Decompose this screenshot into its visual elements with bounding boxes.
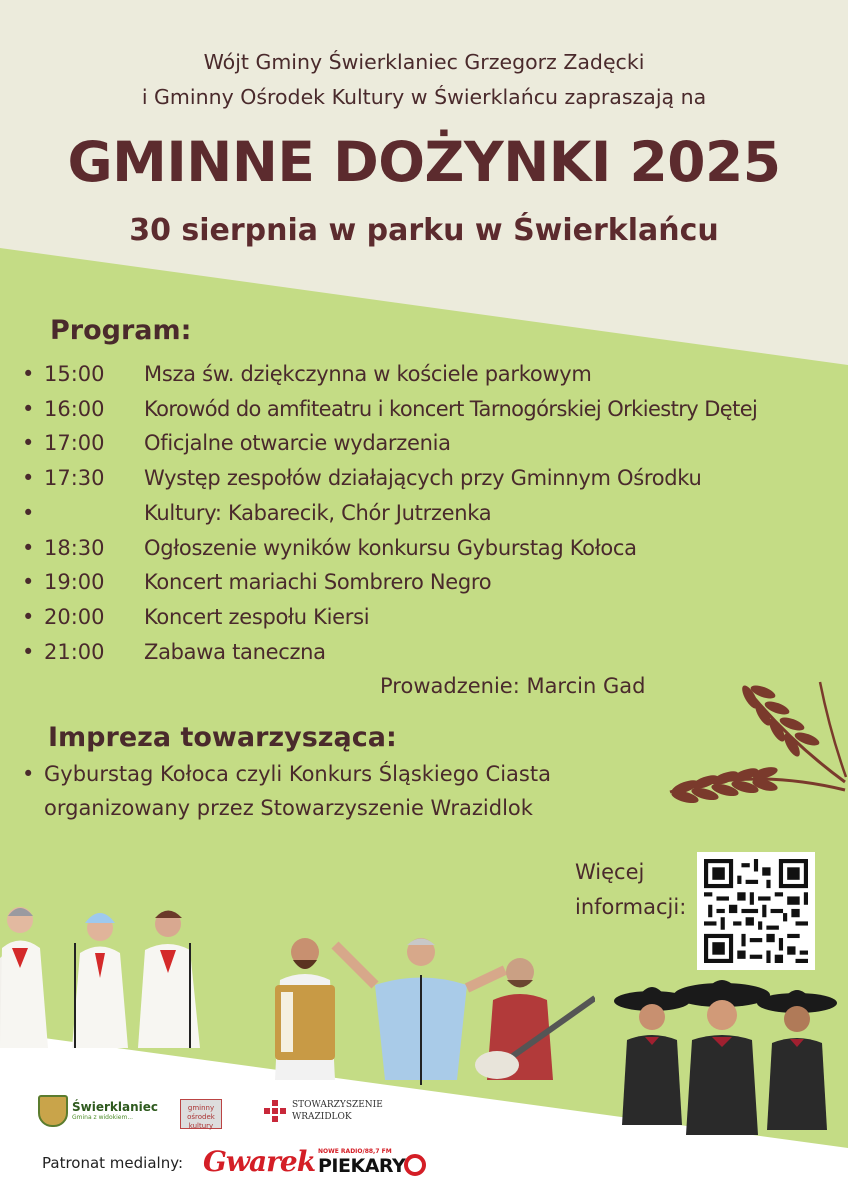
swierklaniec-logo[interactable] <box>38 1095 158 1127</box>
program-time: 19:00 <box>44 570 105 594</box>
program-row <box>22 501 842 533</box>
program-time: 21:00 <box>44 640 105 664</box>
radio-name: PIEKARY <box>318 1155 406 1177</box>
program-time: 17:00 <box>44 431 105 455</box>
more-info-line-2: informacji: <box>575 895 687 919</box>
program-time: 17:30 <box>44 466 105 490</box>
wrazidlok-line-1: STOWARZYSZENIE <box>292 1100 383 1110</box>
radio-frequency: NOWE RADIO/88,7 FM <box>318 1148 392 1155</box>
wrazidlok-line-2: WRAZIDLOK <box>292 1112 352 1122</box>
program-desc: Ogłoszenie wyników konkursu Gyburstag Kołoca <box>144 536 637 560</box>
more-info-label <box>575 855 686 925</box>
bullet: • <box>22 362 35 386</box>
bullet: • <box>22 605 35 629</box>
bullet: • <box>22 431 35 455</box>
bullet: • <box>22 762 35 786</box>
band-photo <box>235 930 595 1090</box>
host-line: Prowadzenie: Marcin Gad <box>380 674 646 698</box>
program-desc: Oficjalne otwarcie wydarzenia <box>144 431 451 455</box>
program-time: 15:00 <box>44 362 105 386</box>
bullet: • <box>22 640 35 664</box>
program-row <box>22 605 842 637</box>
swierklaniec-name: Świerklaniec <box>72 1099 158 1114</box>
wrazidlok-logo[interactable] <box>264 1099 383 1123</box>
side-event-heading: Impreza towarzysząca: <box>48 722 397 753</box>
media-patronage-label: Patronat medialny: <box>42 1154 184 1172</box>
event-title: GMINNE DOŻYNKI 2025 <box>67 130 781 194</box>
mariachi-photo <box>612 975 842 1135</box>
sponsor-logos <box>38 1095 398 1135</box>
side-event-line-1: Gyburstag Kołoca czyli Konkurs Śląskiego Ciasta <box>44 762 551 786</box>
program-desc: Koncert mariachi Sombrero Negro <box>144 570 492 594</box>
program-desc: Kultury: Kabarecik, Chór Jutrzenka <box>144 501 492 525</box>
qr-code-icon <box>704 859 808 963</box>
more-info-line-1: Więcej <box>575 860 645 884</box>
radio-piekary-logo[interactable] <box>318 1148 405 1176</box>
program-row <box>22 466 842 498</box>
program-row <box>22 536 842 568</box>
bullet: • <box>22 536 35 560</box>
program-time: 20:00 <box>44 605 105 629</box>
program-row <box>22 362 842 394</box>
bullet: • <box>22 397 35 421</box>
program-time: 16:00 <box>44 397 105 421</box>
wheat-icon <box>660 672 848 807</box>
bullet: • <box>22 501 35 525</box>
program-desc: Zabawa taneczna <box>144 640 326 664</box>
program-row <box>22 397 842 429</box>
bullet: • <box>22 466 35 490</box>
intro-line-1: Wójt Gminy Świerklaniec Grzegorz Zadęcki <box>203 50 645 74</box>
program-desc: Msza św. dziękczynna w kościele parkowym <box>144 362 592 386</box>
program-time: 18:30 <box>44 536 105 560</box>
program-heading: Program: <box>50 315 192 346</box>
program-row <box>22 570 842 602</box>
side-event-line-2: organizowany przez Stowarzyszenie Wrazidlok <box>44 796 533 820</box>
gok-logo[interactable]: gminny ośrodek kultury <box>180 1099 222 1129</box>
qr-code[interactable] <box>697 852 815 970</box>
gwarek-logo[interactable]: Gwarek <box>203 1145 316 1178</box>
bullet: • <box>22 570 35 594</box>
program-desc: Korowód do amfiteatru i koncert Tarnogórskiej Orkiestry Dętej <box>144 397 758 421</box>
program-row <box>22 431 842 463</box>
radio-ring-icon <box>404 1154 426 1176</box>
program-desc: Koncert zespołu Kiersi <box>144 605 370 629</box>
event-date-place: 30 sierpnia w parku w Świerklańcu <box>129 213 719 248</box>
program-row <box>22 640 842 672</box>
intro-line-2: i Gminny Ośrodek Kultury w Świerklańcu zapraszają na <box>141 85 707 109</box>
program-desc: Występ zespołów działających przy Gminnym Ośrodku <box>144 466 702 490</box>
swierklaniec-tagline: Gmina z widokiem... <box>72 1113 134 1121</box>
choir-photo <box>0 898 215 1063</box>
coat-of-arms-icon <box>38 1095 68 1127</box>
wrazidlok-mark-icon <box>264 1100 286 1122</box>
